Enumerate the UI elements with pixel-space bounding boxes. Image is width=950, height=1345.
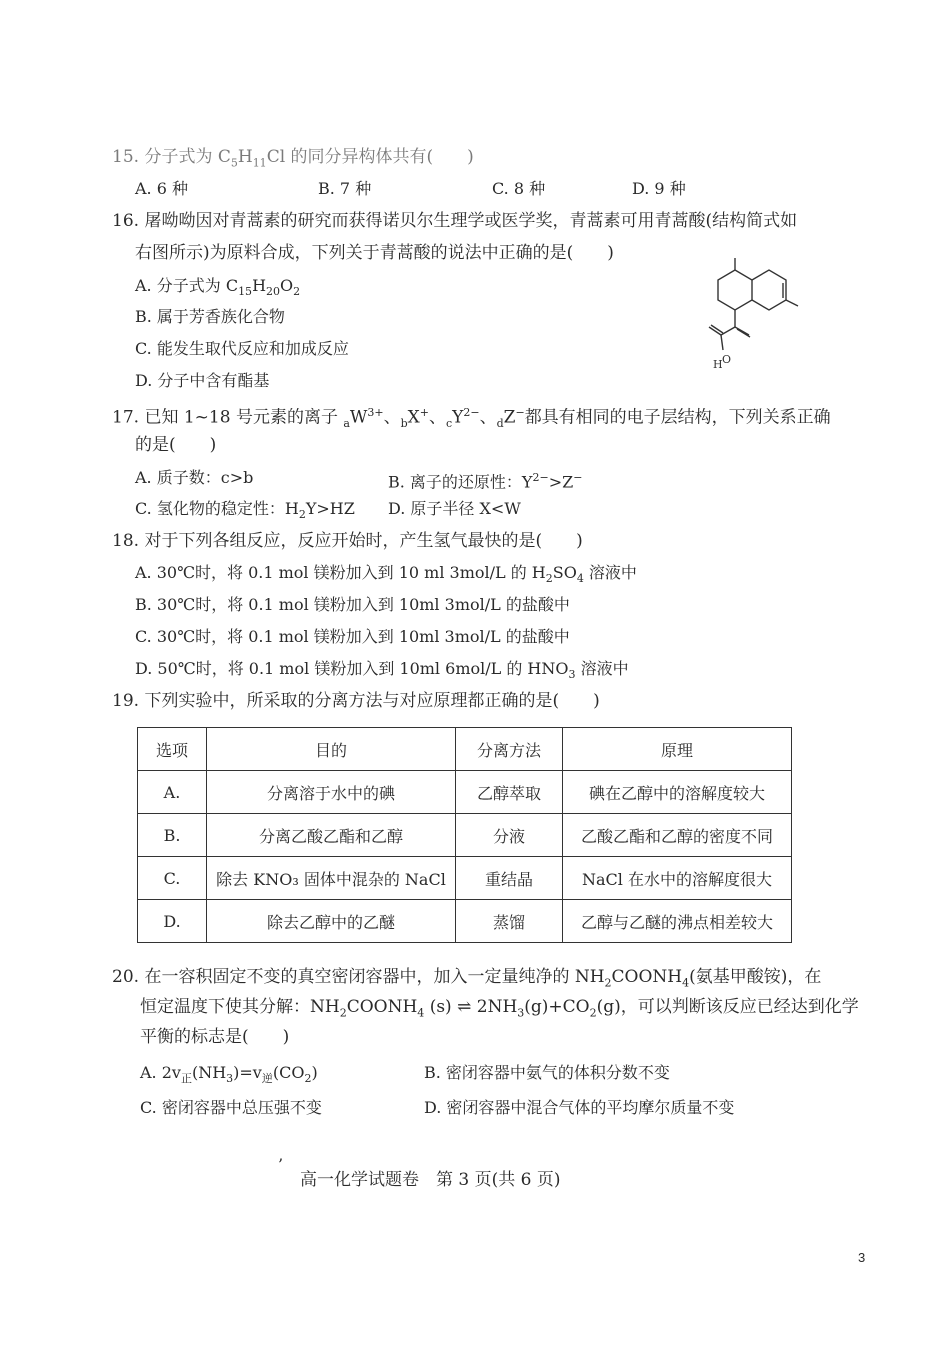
q20-text: (s): [424, 997, 458, 1017]
q17-sub: c: [445, 417, 453, 431]
q20-sub: 4: [417, 1006, 425, 1020]
table-cell: 除去 KNO₃ 固体中混杂的 NaCl: [207, 857, 456, 900]
q15-option-c: C. 8 种: [492, 179, 546, 198]
q15-stem-text: Cl 的同分异构体共有( ): [266, 147, 474, 167]
q18-sub: 3: [568, 668, 576, 682]
q20-text: 恒定温度下使其分解：NH: [140, 997, 340, 1017]
q17-option-d: D. 原子半径 X<W: [388, 499, 521, 518]
q15-sub: 5: [230, 156, 238, 170]
q20-text: COONH: [346, 997, 418, 1017]
table-header-cell: 原理: [563, 728, 792, 771]
artemisinic-acid-structure: [695, 255, 825, 380]
q16-option-d: D. 分子中含有酯基: [135, 371, 270, 390]
q20-option-d: D. 密闭容器中混合气体的平均摩尔质量不变: [424, 1098, 735, 1117]
q17-sep: 、: [383, 407, 401, 428]
q17-optb-text: >Z: [548, 472, 574, 492]
q15-stem-text: H: [237, 147, 253, 167]
table-cell: 重结晶: [456, 857, 563, 900]
q18-sub: 2: [545, 572, 553, 586]
q18-option-b: B. 30℃时，将 0.1 mol 镁粉加入到 10ml 3mol/L 的盐酸中: [135, 595, 570, 614]
q16-option-b: B. 属于芳香族化合物: [135, 307, 285, 326]
q17-option-a: A. 质子数：c>b: [135, 468, 254, 487]
q18-stem: 18. 对于下列各组反应，反应开始时，产生氢气最快的是( ): [112, 531, 583, 551]
table-row: [138, 900, 792, 943]
q16-sub: 2: [293, 285, 301, 299]
q20-opta-text: )=v: [233, 1063, 262, 1082]
q20-stem-line2: [140, 996, 859, 1024]
separation-table: [137, 727, 792, 943]
q17-sep: 、: [428, 407, 446, 428]
q18-option-a: [135, 562, 637, 590]
q16-option-a: [135, 275, 300, 303]
q20-sub: 2: [304, 1072, 312, 1086]
q17-option-b: [388, 467, 582, 493]
q18-option-d: [135, 658, 629, 686]
table-cell: 除去乙醇中的乙醚: [207, 900, 456, 943]
q17-sup: 2−: [532, 471, 549, 484]
stray-mark: ’: [278, 1155, 284, 1174]
q20-opta-text: A. 2v: [140, 1063, 181, 1082]
q17-sub: 2: [298, 508, 306, 522]
q17-optb-text: B. 离子的还原性：Y: [388, 472, 533, 492]
q17-sup: +: [419, 406, 429, 419]
q17-sup: 2−: [463, 406, 480, 419]
q15-stem-text: 15. 分子式为 C: [112, 147, 231, 167]
q20-stem-line1: [112, 966, 821, 994]
q18-optd-text: 溶液中: [575, 659, 629, 678]
page-number: 3: [858, 1250, 866, 1265]
q15-option-a: A. 6 种: [135, 179, 188, 198]
structure-h-label: H: [713, 358, 723, 371]
q18-sub: 4: [576, 572, 584, 586]
q17-sup: −: [515, 406, 525, 419]
q17-stem-line1: [112, 402, 831, 435]
q18-opta-text: A. 30℃时，将 0.1 mol 镁粉加入到 10 ml 3mol/L 的 H: [135, 563, 546, 582]
q16-sub: 15: [238, 285, 253, 299]
table-cell: NaCl 在水中的溶解度很大: [563, 857, 792, 900]
q15-option-d: D. 9 种: [632, 179, 686, 198]
table-row: [138, 814, 792, 857]
q17-optc-text: C. 氢化物的稳定性：H: [135, 499, 299, 518]
q20-text: 2NH: [471, 997, 518, 1017]
q20-text: COONH: [611, 967, 683, 987]
q20-sub: 2: [589, 1006, 597, 1020]
q15-stem: [112, 146, 474, 174]
table-cell: 分离溶于水中的碘: [207, 771, 456, 814]
structure-o-label: O: [722, 353, 732, 366]
q20-sub: 正: [180, 1072, 192, 1086]
q20-text: (g)+CO: [524, 997, 590, 1017]
q20-option-b: B. 密闭容器中氨气的体积分数不变: [424, 1063, 670, 1082]
q20-stem-line3: 平衡的标志是( ): [140, 1027, 290, 1047]
table-cell: 分液: [456, 814, 563, 857]
q20-opta-text: ): [311, 1063, 318, 1082]
q18-optd-text: D. 50℃时，将 0.1 mol 镁粉加入到 10ml 6mol/L 的 HNO: [135, 659, 569, 678]
table-cell: B.: [138, 814, 207, 857]
table-cell: 乙醇与乙醚的沸点相差较大: [563, 900, 792, 943]
q18-opta-text: 溶液中: [583, 563, 637, 582]
q15-option-b: B. 7 种: [318, 179, 372, 198]
table-cell: 乙醇萃取: [456, 771, 563, 814]
q16-option-c: C. 能发生取代反应和加成反应: [135, 339, 349, 358]
table-header-cell: 分离方法: [456, 728, 563, 771]
q17-sup: 3+: [367, 406, 384, 419]
q17-optc-text: Y>HZ: [305, 499, 355, 518]
table-cell: 碘在乙醇中的溶解度较大: [563, 771, 792, 814]
q18-option-c: C. 30℃时，将 0.1 mol 镁粉加入到 10ml 3mol/L 的盐酸中: [135, 627, 570, 646]
q17-sep: 、: [479, 407, 497, 428]
table-cell: D.: [138, 900, 207, 943]
table-cell: C.: [138, 857, 207, 900]
q17-option-c: [135, 498, 355, 526]
q17-ion: Z: [503, 407, 516, 428]
q16-opta-text: A. 分子式为 C: [135, 276, 239, 295]
q20-sub: 3: [226, 1072, 234, 1086]
table-header-cell: 目的: [207, 728, 456, 771]
q20-text: 20. 在一容积固定不变的真空密闭容器中，加入一定量纯净的 NH: [112, 967, 605, 987]
q20-option-a: [140, 1062, 318, 1090]
q17-sup: −: [573, 471, 583, 484]
q20-sub: 2: [604, 976, 612, 990]
q20-sub: 4: [682, 976, 690, 990]
q20-sub: 2: [339, 1006, 347, 1020]
q17-sub: b: [400, 417, 408, 431]
q20-option-c: C. 密闭容器中总压强不变: [140, 1098, 322, 1117]
table-cell: 分离乙酸乙酯和乙醇: [207, 814, 456, 857]
q16-opta-text: O: [280, 276, 294, 295]
q16-sub: 20: [266, 285, 281, 299]
equilibrium-arrow-icon: ⇌: [457, 997, 472, 1017]
table-cell: A.: [138, 771, 207, 814]
table-cell: 乙酸乙酯和乙醇的密度不同: [563, 814, 792, 857]
q16-stem-line1: 16. 屠呦呦因对青蒿素的研究而获得诺贝尔生理学或医学奖，青蒿素可用青蒿酸(结构简式如: [112, 211, 798, 231]
table-row: [138, 857, 792, 900]
q20-opta-text: (CO: [272, 1063, 305, 1082]
q16-opta-text: H: [252, 276, 267, 295]
table-row: [138, 771, 792, 814]
q15-sub: 11: [252, 156, 267, 170]
q17-text: 17. 已知 1~18 号元素的离子: [112, 407, 344, 428]
q17-sub: a: [343, 417, 350, 431]
q20-sub: 3: [517, 1006, 525, 1020]
q17-sub: d: [496, 417, 504, 431]
page-footer: 高一化学试题卷 第 3 页(共 6 页): [300, 1170, 561, 1190]
q17-ion: W: [349, 407, 368, 428]
table-cell: 蒸馏: [456, 900, 563, 943]
q16-stem-line2: 右图所示)为原料合成，下列关于青蒿酸的说法中正确的是( ): [135, 243, 614, 263]
q17-text: 都具有相同的电子层结构，下列关系正确: [524, 407, 831, 428]
table-header-row: [138, 728, 792, 771]
q20-text: (g)，可以判断该反应已经达到化学: [596, 997, 859, 1017]
table-header-cell: 选项: [138, 728, 207, 771]
q20-text: (氨基甲酸铵)，在: [689, 967, 822, 987]
q17-ion: X: [407, 407, 420, 428]
q17-ion: Y: [452, 407, 464, 428]
q18-opta-text: SO: [552, 563, 577, 582]
q17-stem-line2: 的是( ): [135, 435, 217, 455]
q20-sub: 逆: [261, 1072, 273, 1086]
q20-opta-text: (NH: [191, 1063, 227, 1082]
q19-stem: 19. 下列实验中，所采取的分离方法与对应原理都正确的是( ): [112, 691, 600, 711]
